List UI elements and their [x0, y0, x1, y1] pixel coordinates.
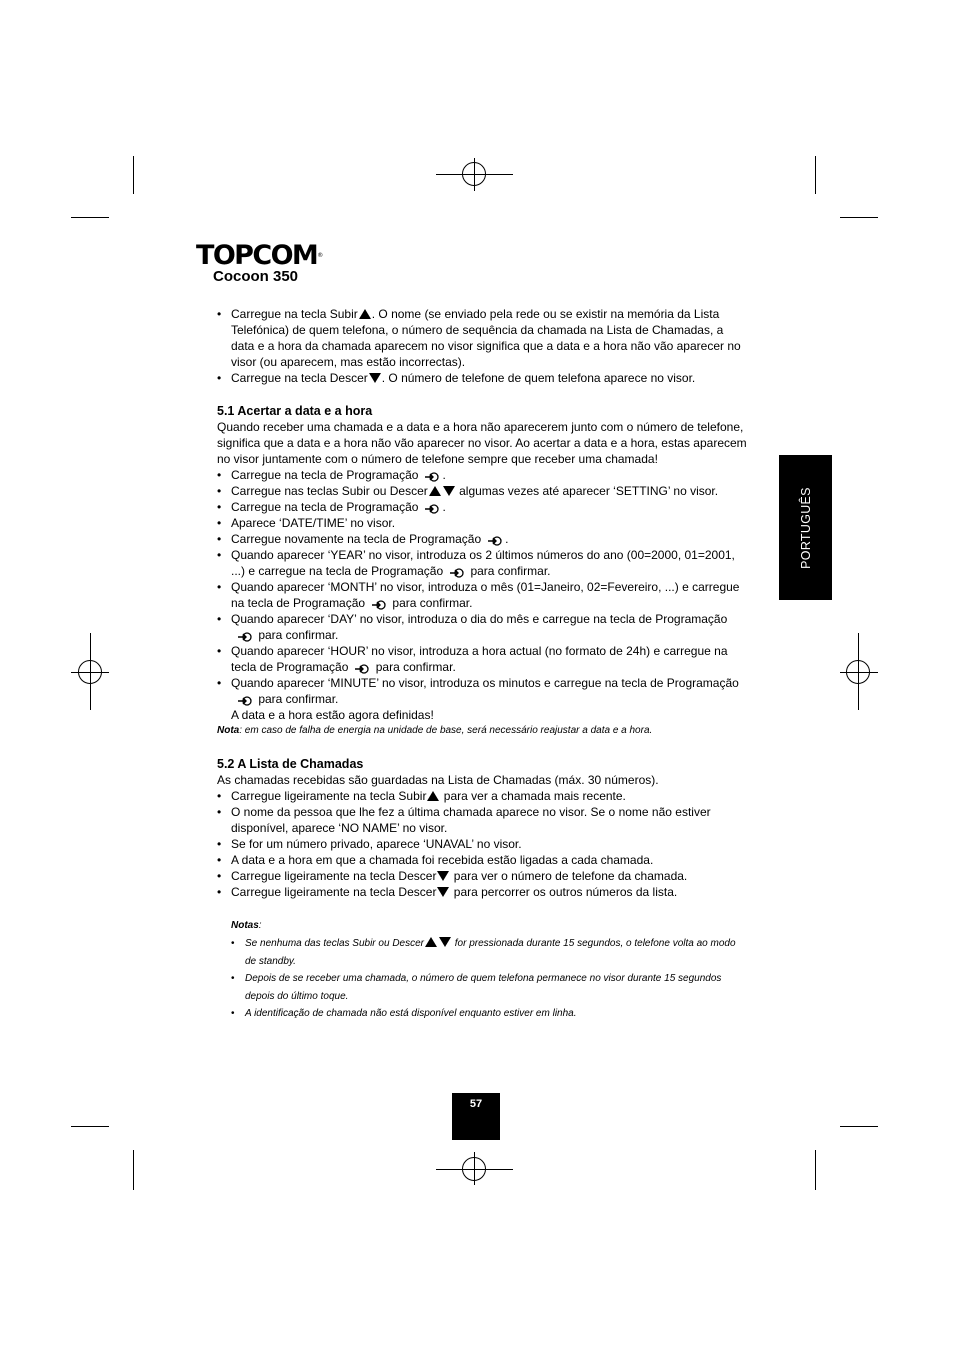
page-number: 57 — [452, 1093, 500, 1140]
list-item: • Quando aparecer ‘MONTH’ no visor, introduza o mês (01=Janeiro, 02=Fevereiro, ...) e carregue na tecla de Programação para confirmar. — [217, 579, 747, 611]
program-key-icon — [424, 502, 440, 514]
list-item: • Carregue na tecla de Programação . — [217, 467, 747, 483]
list-item: • Quando aparecer ‘MINUTE’ no visor, introduza os minutos e carregue na tecla de Programação para confirmar. — [217, 675, 747, 707]
model-name: Cocoon 350 — [213, 268, 299, 285]
down-arrow-icon — [437, 871, 449, 881]
note-text: : em caso de falha de energia na unidade de base, será necessário reajustar a data e a hora. — [239, 725, 653, 736]
up-arrow-icon — [425, 937, 437, 947]
crop-mark — [71, 1126, 109, 1127]
crop-mark — [840, 217, 878, 218]
crop-mark — [71, 217, 109, 218]
notes-list — [231, 935, 747, 1023]
intro-bullet-list — [217, 306, 747, 386]
list-item: • Carregue ligeiramente na tecla Descer para ver o número de telefone da chamada. — [217, 868, 747, 884]
list-item: • Se nenhuma das teclas Subir ou Descer for pressionada durante 15 segundos, o telefone volta ao modo de standby. — [231, 935, 747, 970]
list-item: • Quando aparecer ‘DAY’ no visor, introduza o dia do mês e carregue na tecla de Programação para confirmar. — [217, 611, 747, 643]
list-item: • Carregue ligeiramente na tecla Subir para ver a chamada mais recente. — [217, 788, 747, 804]
bullet-list — [217, 467, 747, 707]
section-intro: Quando receber uma chamada e a data e a hora não aparecerem junto com o número de telefone, significa que a data e a hora não vão aparecer no visor. Ao acertar a data e a hora, estas aparecem no visor juntamente com o número de telefone sempre que receber uma chamada! — [217, 420, 747, 466]
list-item: • A data e a hora em que a chamada foi recebida estão ligadas a cada chamada. — [217, 852, 747, 868]
section-title: 5.2 A Lista de Chamadas — [217, 757, 364, 771]
list-item: • Carregue na tecla Subir . O nome (se enviado pela rede ou se existir na memória da Lista Telefónica) de quem telefona, o número de sequência da chamada na Lista de Chamadas, a data e a hora da chamada aparecem no visor significa que a data e a hora não vão aparecer no visor (ou aparecem, mas estão incorrectas). — [217, 306, 747, 370]
list-item: • Quando aparecer ‘YEAR’ no visor, introduza os 2 últimos números do ano (00=2000, 01=2001, ...) e carregue na tecla de Programação para confirmar. — [217, 547, 747, 579]
list-item: • Carregue na tecla Descer . O número de telefone de quem telefona aparece no visor. — [217, 370, 747, 386]
note — [217, 723, 747, 739]
program-key-icon — [237, 630, 253, 642]
program-key-icon — [237, 694, 253, 706]
notes-box — [231, 917, 747, 1023]
section-intro: As chamadas recebidas são guardadas na Lista de Chamadas (máx. 30 números). — [217, 773, 659, 787]
list-item: • Depois de se receber uma chamada, o número de quem telefona permanece no visor durante 15 segundos depois do último toque. — [231, 970, 747, 1005]
crop-mark — [840, 1126, 878, 1127]
language-tab-label: PORTUGUÊS — [798, 486, 813, 569]
notes-label: Notas: — [231, 920, 262, 931]
list-item: • A identificação de chamada não está disponível enquanto estiver em linha. — [231, 1005, 747, 1023]
brand-logo: TOPCOM® — [196, 240, 324, 271]
list-item: • Se for um número privado, aparece ‘UNAVAL’ no visor. — [217, 836, 747, 852]
list-item: • Aparece ‘DATE/TIME’ no visor. — [217, 515, 747, 531]
list-item: • Carregue ligeiramente na tecla Descer para percorrer os outros números da lista. — [217, 884, 747, 900]
crop-mark — [133, 156, 134, 194]
down-arrow-icon — [369, 373, 381, 383]
down-arrow-icon — [443, 486, 455, 496]
bullet-list — [217, 788, 747, 900]
program-key-icon — [449, 566, 465, 578]
list-item: • O nome da pessoa que lhe fez a última chamada aparece no visor. Se o nome não estiver disponível, aparece ‘NO NAME’ no visor. — [217, 804, 747, 836]
list-item: • Carregue nas teclas Subir ou Descer algumas vezes até aparecer ‘SETTING’ no visor. — [217, 483, 747, 499]
confirmation-text: A data e a hora estão agora definidas! — [231, 708, 434, 722]
list-item: • Carregue na tecla de Programação . — [217, 499, 747, 515]
crop-mark — [815, 156, 816, 194]
crop-mark — [815, 1150, 816, 1190]
list-item: • Quando aparecer ‘HOUR’ no visor, introduza a hora actual (no formato de 24h) e carregue na tecla de Programação para confirmar. — [217, 643, 747, 675]
language-tab — [779, 455, 832, 600]
program-key-icon — [487, 534, 503, 546]
program-key-icon — [424, 470, 440, 482]
up-arrow-icon — [359, 309, 371, 319]
program-key-icon — [371, 598, 387, 610]
crop-mark — [133, 1150, 134, 1190]
down-arrow-icon — [437, 887, 449, 897]
section-title: 5.1 Acertar a data e a hora — [217, 404, 373, 418]
main-content — [217, 306, 747, 1023]
program-key-icon — [354, 662, 370, 674]
up-arrow-icon — [427, 791, 439, 801]
note-label: Nota — [217, 725, 240, 736]
list-item: • Carregue novamente na tecla de Programação . — [217, 531, 747, 547]
up-arrow-icon — [429, 486, 441, 496]
down-arrow-icon — [439, 937, 451, 947]
